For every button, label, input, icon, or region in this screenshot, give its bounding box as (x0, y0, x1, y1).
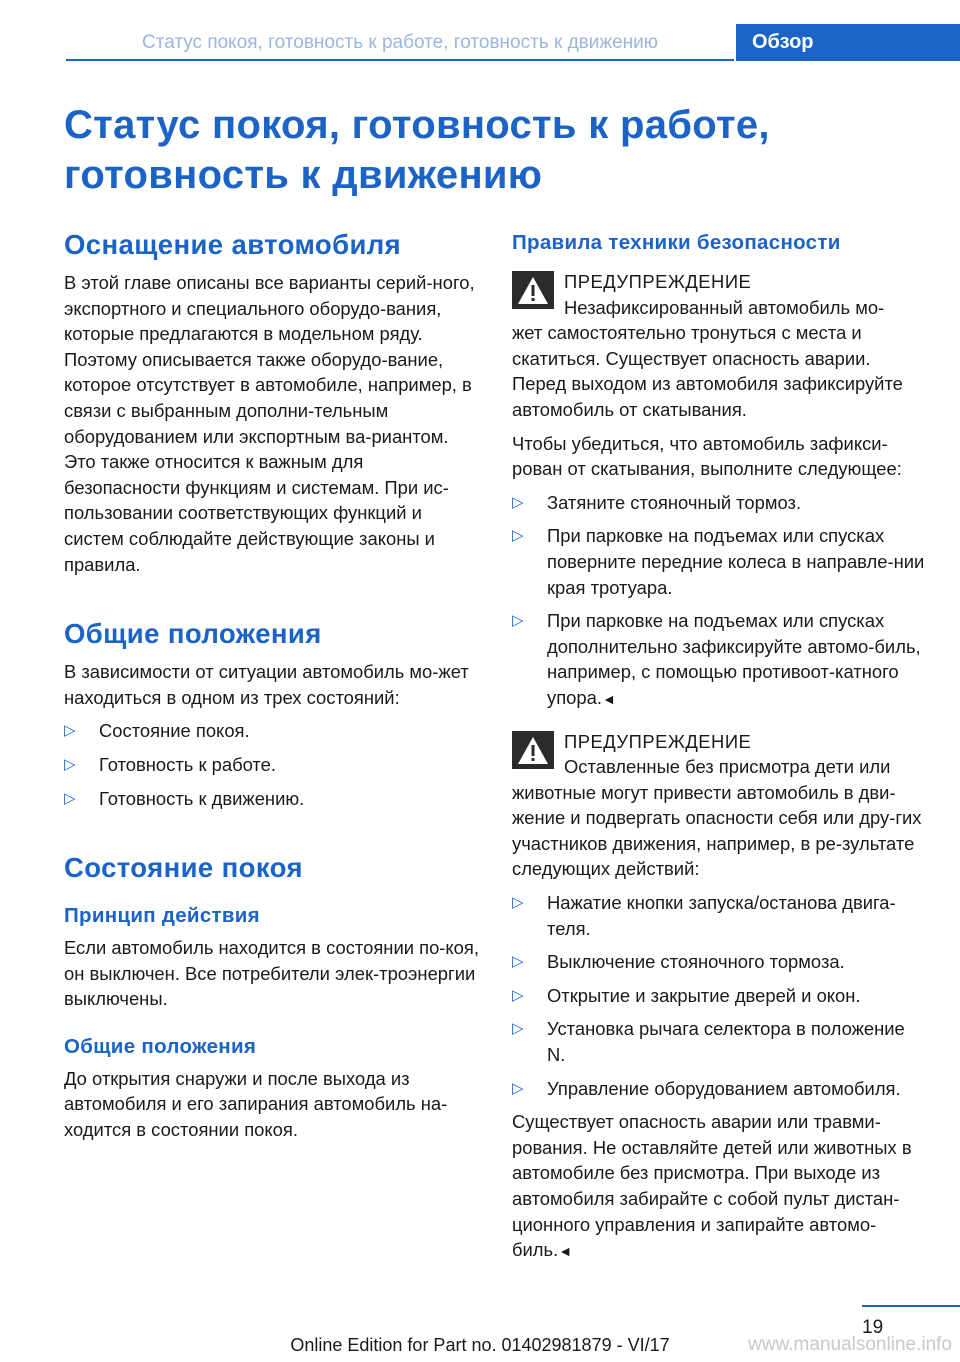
list-item-text: Открытие и закрытие дверей и окон. (547, 984, 861, 1006)
triangle-bullet-icon: ▷ (512, 527, 524, 545)
page-number: 19 (862, 1317, 884, 1338)
page-title-line-1: Статус покоя, готовность к работе, (64, 103, 770, 147)
warning-text-first-line: Незафиксированный автомобиль мо- (564, 296, 885, 318)
list-item-text: Выключение стояночного тормоза. (547, 951, 845, 973)
equipment-heading: Оснащение автомобиля (64, 229, 402, 260)
end-mark: ◄ (558, 1243, 573, 1260)
list-item (512, 1016, 928, 1067)
check-text: Чтобы убедиться, что автомобиль зафикси-рован от скатывания, выполните следующее: (512, 432, 902, 480)
general-text: В зависимости от ситуации автомобиль мо-жет находиться в одном из трех состояний: (64, 661, 469, 708)
list-item-text: Управление оборудованием автомобиля. (547, 1077, 901, 1099)
triangle-bullet-icon: ▷ (64, 722, 76, 740)
right-column (512, 226, 928, 1265)
list-item (512, 949, 928, 975)
watermark: www.manualsonline.info (748, 1334, 952, 1355)
rest-state-heading: Состояние покоя (64, 852, 303, 884)
list-item (512, 890, 928, 941)
triangle-bullet-icon: ▷ (512, 894, 524, 912)
principle-heading: Принцип действия (64, 904, 260, 928)
list-item-text: Установка рычага селектора в положение N. (547, 1018, 905, 1066)
list-item (512, 983, 928, 1009)
list-item-text: Нажатие кнопки запуска/останова двига-теля. (547, 892, 896, 939)
list-item-text: Затяните стояночный тормоз. (547, 491, 802, 513)
states-list (64, 718, 480, 811)
actions-list (512, 890, 928, 1101)
list-item (64, 718, 480, 744)
warning-label: ПРЕДУПРЕЖДЕНИЕ (564, 730, 752, 752)
safety-heading: Правила техники безопасности (512, 231, 841, 254)
list-item (64, 786, 480, 812)
warning-text (512, 754, 928, 882)
equipment-text: В этой главе описаны все варианты серий-ного, экспортного и специального оборудо-вания, которые предлагаются в модельном ряду. Поэтому описывается также оборудо-вание, которое отсутствует в автомобиле, например, в связи с выбранным дополни-тельным оборудованием или экспортным ва-риантом. Это также относится к важным для безопасности функциям и системам. При ис-пользовании соответствующих функций и систем соблюдайте действующие законы и правила. (64, 272, 475, 575)
list-item (64, 752, 480, 778)
principle-text: Если автомобиль находится в состоянии по-коя, он выключен. Все потребители элек-троэнергии выключены. (64, 937, 479, 1010)
triangle-bullet-icon: ▷ (64, 755, 76, 773)
triangle-bullet-icon: ▷ (512, 953, 524, 971)
footer-divider (862, 1305, 960, 1307)
final-text (512, 1109, 928, 1265)
list-item (512, 1076, 928, 1102)
page-title (64, 100, 924, 200)
list-item-text: При парковке на подъемах или спусках поверните передние колеса в направле-нии края тротуара. (547, 525, 925, 598)
breadcrumb[interactable]: Статус покоя, готовность к работе, готовность к движению (66, 24, 734, 61)
section-tab[interactable]: Обзор (736, 24, 960, 61)
general2-heading: Общие положения (64, 1034, 257, 1058)
final-text-body: Существует опасность аварии или травми-рования. Не оставляйте детей или животных в автомобиле без присмотра. При выходе из автомобиля забирайте с собой пульт дистан-ционного управления и запирайте автомо-биль. (512, 1111, 912, 1261)
list-item-text: Готовность к движению. (99, 787, 305, 809)
list-item (512, 490, 928, 516)
triangle-bullet-icon: ▷ (512, 1020, 524, 1038)
warning-block-2 (512, 729, 928, 883)
general-heading: Общие положения (64, 618, 322, 650)
warning-triangle-icon (512, 731, 554, 769)
end-mark: ◄ (601, 690, 616, 707)
list-item-text: При парковке на подъемах или спусках дополнительно зафиксируйте автомо-биль, например, с помощью противоот-катного упора. (547, 610, 921, 708)
warning-text-rest: жет самостоятельно тронуться с места и скатиться. Существует опасность аварии. Перед выходом из автомобиля зафиксируйте автомобиль от скатывания. (512, 322, 903, 420)
warning-text-first-line: Оставленные без присмотра дети или (564, 756, 891, 778)
warning-label: ПРЕДУПРЕЖДЕНИЕ (564, 271, 752, 292)
list-item (512, 608, 928, 712)
general2-text: До открытия снаружи и после выхода из автомобиля и его запирания автомобиль на-ходится в состоянии покоя. (64, 1067, 448, 1141)
warning-block-1 (512, 269, 928, 423)
triangle-bullet-icon: ▷ (512, 1079, 524, 1097)
list-item-text: Состояние покоя. (99, 720, 250, 742)
triangle-bullet-icon: ▷ (64, 789, 76, 807)
list-item-text: Готовность к работе. (99, 753, 276, 775)
list-item (512, 523, 928, 600)
warning-triangle-icon (512, 271, 554, 309)
left-column (64, 226, 480, 1143)
triangle-bullet-icon: ▷ (512, 612, 524, 630)
warning-text-rest: животные могут привести автомобиль в дви-жение и подвергать опасности себя или дру-гих участников движения, например, в ре-зультате следующих действий: (512, 781, 922, 880)
steps-list (512, 490, 928, 713)
page-title-line-2: готовность к движению (64, 153, 543, 197)
edition-text: Online Edition for Part no. 01402981879 - VI/17 (290, 1335, 670, 1355)
triangle-bullet-icon: ▷ (512, 493, 524, 511)
header-bar (66, 24, 960, 61)
triangle-bullet-icon: ▷ (512, 986, 524, 1004)
warning-text (512, 295, 928, 423)
